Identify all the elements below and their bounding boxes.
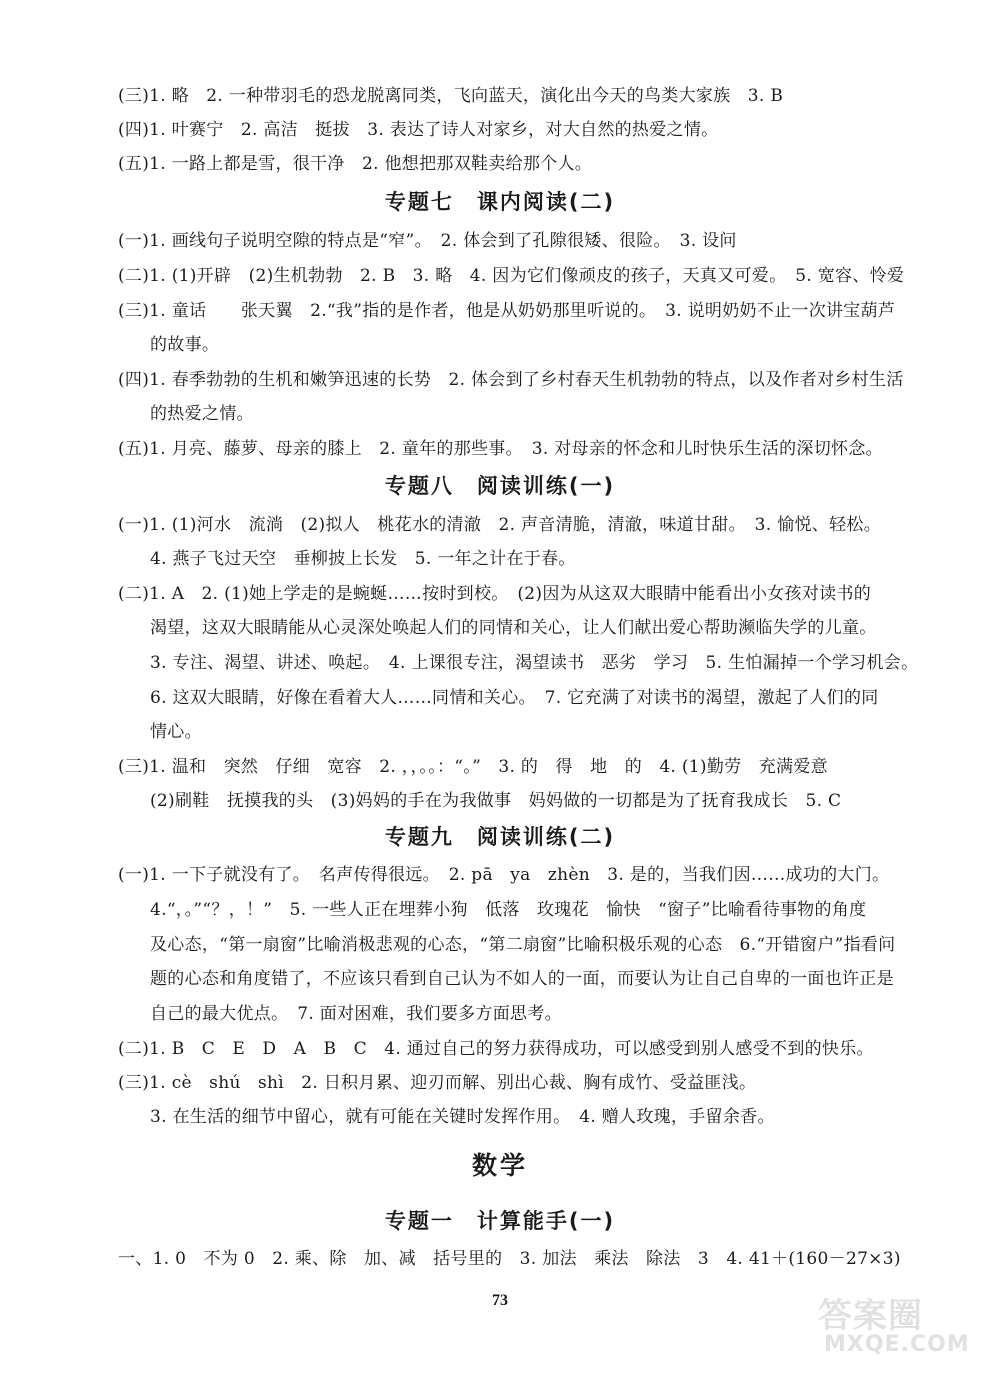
section-heading: 专题一 计算能手(一): [384, 1209, 616, 1233]
section-heading: 专题九 阅读训练(二): [384, 825, 616, 849]
answer-line: (四)1. 叶赛宁 2. 高洁 挺拔 3. 表达了诗人对家乡，对大自然的热爱之情。: [118, 120, 719, 140]
answer-line: 3. 专注、渴望、讲述、唤起。 4. 上课很专注，渴望读书 恶劣 学习 5. 生怕漏掉一个学习机会。: [150, 653, 919, 673]
answer-line: 渴望，这双大眼睛能从心灵深处唤起人们的同情和关心，让人们献出爱心帮助濒临失学的儿童。: [150, 618, 877, 638]
answer-line: 4. 燕子飞过天空 垂柳披上长发 5. 一年之计在于春。: [150, 549, 576, 569]
answer-line: (二)1. A 2. (1)她上学走的是蜿蜒……按时到校。 (2)因为从这双大眼睛中能看出小女孩对读书的: [118, 584, 872, 604]
answer-line: (一)1. (1)河水 流淌 (2)拟人 桃花水的清澈 2. 声音清脆，清澈，味道甘甜。 3. 愉悦、轻松。: [118, 515, 881, 535]
section-heading: 专题八 阅读训练(一): [384, 474, 616, 498]
page-number: 73: [492, 1292, 508, 1309]
section-heading: 专题七 课内阅读(二): [384, 190, 616, 214]
subject-title: 数学: [471, 1151, 528, 1180]
answer-line: 一、1. 0 不为 0 2. 乘、除 加、减 括号里的 3. 加法 乘法 除法 3 4. 41＋(160－27×3): [118, 1249, 901, 1269]
watermark-logo: [810, 1288, 970, 1368]
answer-line: (二)1. B C E D A B C 4. 通过自己的努力获得成功，可以感受到别人感受不到的快乐。: [118, 1039, 874, 1059]
answer-line: (三)1. 童话 张天翼 2.“我”指的是作者，他是从奶奶那里听说的。 3. 说明奶奶不止一次讲宝葫芦: [118, 301, 896, 321]
answer-line: 4.“，。”“？，！” 5. 一些人正在埋葬小狗 低落 玫瑰花 愉快 “窗子”比喻看待事物的角度: [150, 900, 867, 920]
answer-line: 题的心态和角度错了，不应该只看到自己认为不如人的一面，而要认为让自己自卑的一面也许正是: [150, 969, 894, 989]
answer-line: (三)1. 温和 突然 仔细 宽容 2. ，，。。：“。” 3. 的 得 地 的 4. (1)勤劳 充满爱意: [118, 757, 828, 777]
answer-line: (2)刷鞋 抚摸我的头 (3)妈妈的手在为我做事 妈妈做的一切都是为了抚育我成长 5. C: [150, 791, 842, 811]
watermark-site-text: MXQE.COM: [824, 1332, 970, 1357]
answer-line: (三)1. 略 2. 一种带羽毛的恐龙脱离同类，飞向蓝天，演化出今天的鸟类大家族 3. B: [118, 86, 784, 106]
answer-line: (二)1. (1)开辟 (2)生机勃勃 2. B 3. 略 4. 因为它们像顽皮的孩子，天真又可爱。 5. 宽容、怜爱: [118, 266, 905, 286]
answer-line: 6. 这双大眼睛，好像在看着大人……同情和关心。 7. 它充满了对读书的渴望，激起了人们的同: [150, 688, 879, 708]
answer-line: (一)1. 一下子就没有了。 名声传得很远。 2. pā ya zhèn 3. 是的，当我们因……成功的大门。: [118, 865, 890, 885]
answer-line: 的故事。: [150, 335, 220, 355]
answer-line: 自己的最大优点。 7. 面对困难，我们要多方面思考。: [150, 1004, 562, 1024]
answer-line: (三)1. cè shú shì 2. 日积月累、迎刃而解、别出心裁、胸有成竹、受益匪浅。: [118, 1073, 757, 1093]
answer-line: (五)1. 月亮、藤萝、母亲的膝上 2. 童年的那些事。 3. 对母亲的怀念和儿时快乐生活的深切怀念。: [118, 439, 883, 459]
answer-line: (五)1. 一路上都是雪，很干净 2. 他想把那双鞋卖给那个人。: [118, 154, 593, 174]
answer-line: (一)1. 画线句子说明空隙的特点是“窄”。 2. 体会到了孔隙很矮、很险。 3. 设问: [118, 231, 737, 251]
answer-line: 的热爱之情。: [150, 404, 254, 424]
answer-line: 情心。: [150, 722, 202, 742]
answer-line: 3. 在生活的细节中留心，就有可能在关键时发挥作用。 4. 赠人玫瑰，手留余香。: [150, 1107, 775, 1127]
answer-line: (四)1. 春季勃勃的生机和嫩笋迅速的长势 2. 体会到了乡村春天生机勃勃的特点，以及作者对乡村生活: [118, 370, 904, 390]
watermark-logo-text: 答案圈: [818, 1296, 923, 1336]
answer-line: 及心态，“第一扇窗”比喻消极悲观的心态，“第二扇窗”比喻积极乐观的心态 6.“开错窗户”指看问: [150, 935, 896, 955]
